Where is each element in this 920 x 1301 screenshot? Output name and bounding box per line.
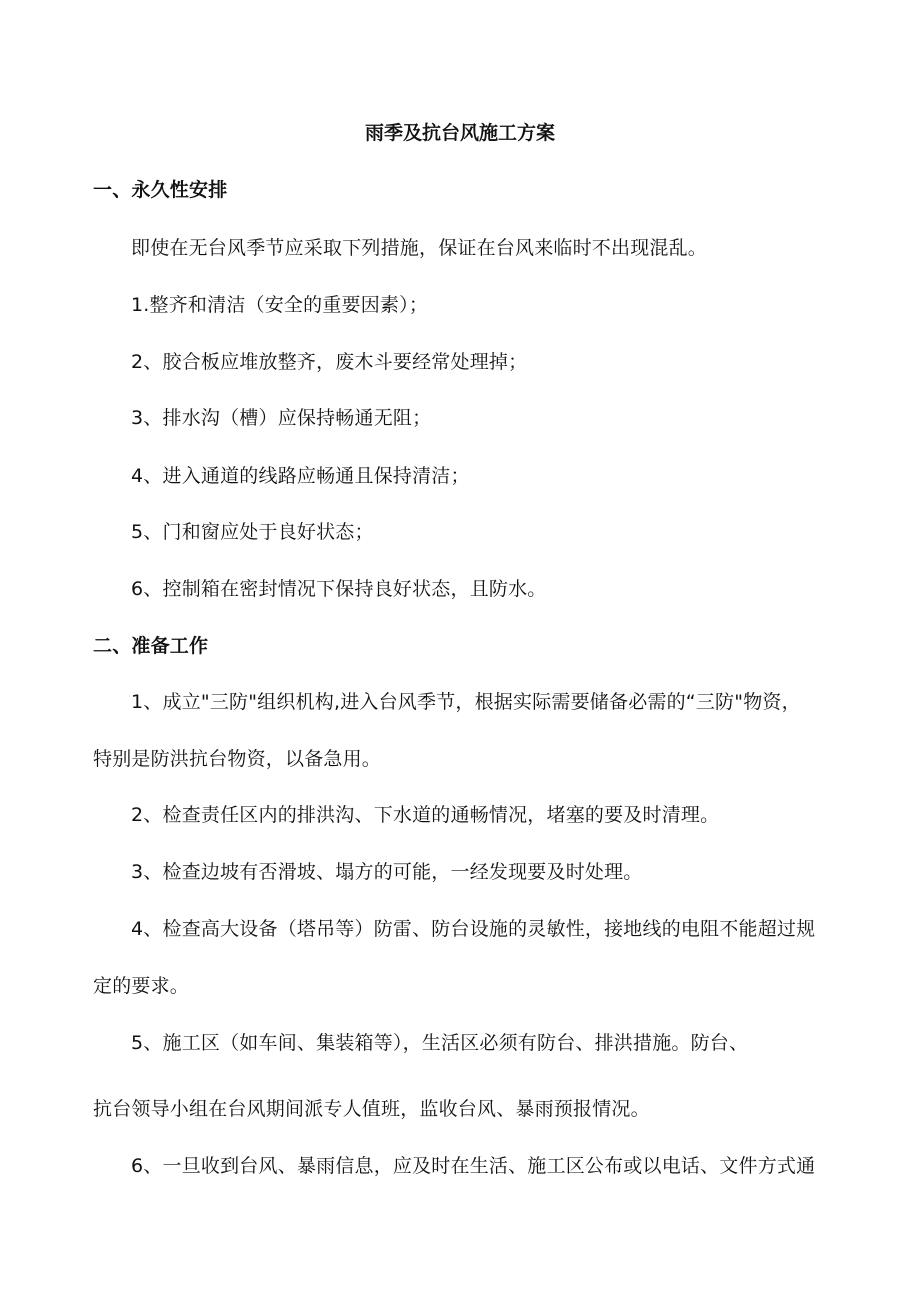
section-heading-preparation: 二、准备工作 — [93, 635, 209, 657]
list-item-2: 2、胶合板应堆放整齐，废木斗要经常处理掉； — [131, 351, 528, 373]
paragraph-line: 定的要求。 — [93, 975, 190, 997]
list-item-6: 6、控制箱在密封情况下保持良好状态，且防水。 — [131, 578, 547, 600]
list-item-4: 4、进入通道的线路应畅通且保持清洁； — [131, 465, 470, 487]
paragraph-line: 6、一旦收到台风、暴雨信息，应及时在生活、施工区公布或以电话、文件方式通 — [131, 1155, 816, 1177]
paragraph-line: 2、检查责任区内的排洪沟、下水道的通畅情况，堵塞的要及时清理。 — [131, 804, 720, 826]
list-item-3: 3、排水沟（槽）应保持畅通无阻； — [131, 407, 432, 429]
paragraph-line: 5、施工区（如车间、集装箱等），生活区必须有防台、排洪措施。防台、 — [131, 1032, 749, 1054]
paragraph-line: 抗台领导小组在台风期间派专人值班，监收台风、暴雨预报情况。 — [93, 1098, 650, 1120]
section-1-intro: 即使在无台风季节应采取下列措施，保证在台风来临时不出现混乱。 — [131, 237, 708, 259]
paragraph-line: 3、检查边坡有否滑坡、塌方的可能，一经发现要及时处理。 — [131, 861, 643, 883]
section-heading-permanent-arrangements: 一、永久性安排 — [93, 179, 228, 201]
paragraph-line: 1、成立"三防"组织机构,进入台风季节，根据实际需要储备必需的“三防"物资， — [131, 691, 801, 713]
list-item-5: 5、门和窗应处于良好状态； — [131, 521, 374, 543]
list-item-1: 1.整齐和清洁（安全的重要因素）； — [131, 294, 429, 316]
document-title: 雨季及抗台风施工方案 — [364, 122, 555, 144]
paragraph-line: 4、检查高大设备（塔吊等）防雷、防台设施的灵敏性，接地线的电阻不能超过规 — [131, 918, 816, 940]
paragraph-line: 特别是防洪抗台物资，以备急用。 — [93, 748, 382, 770]
